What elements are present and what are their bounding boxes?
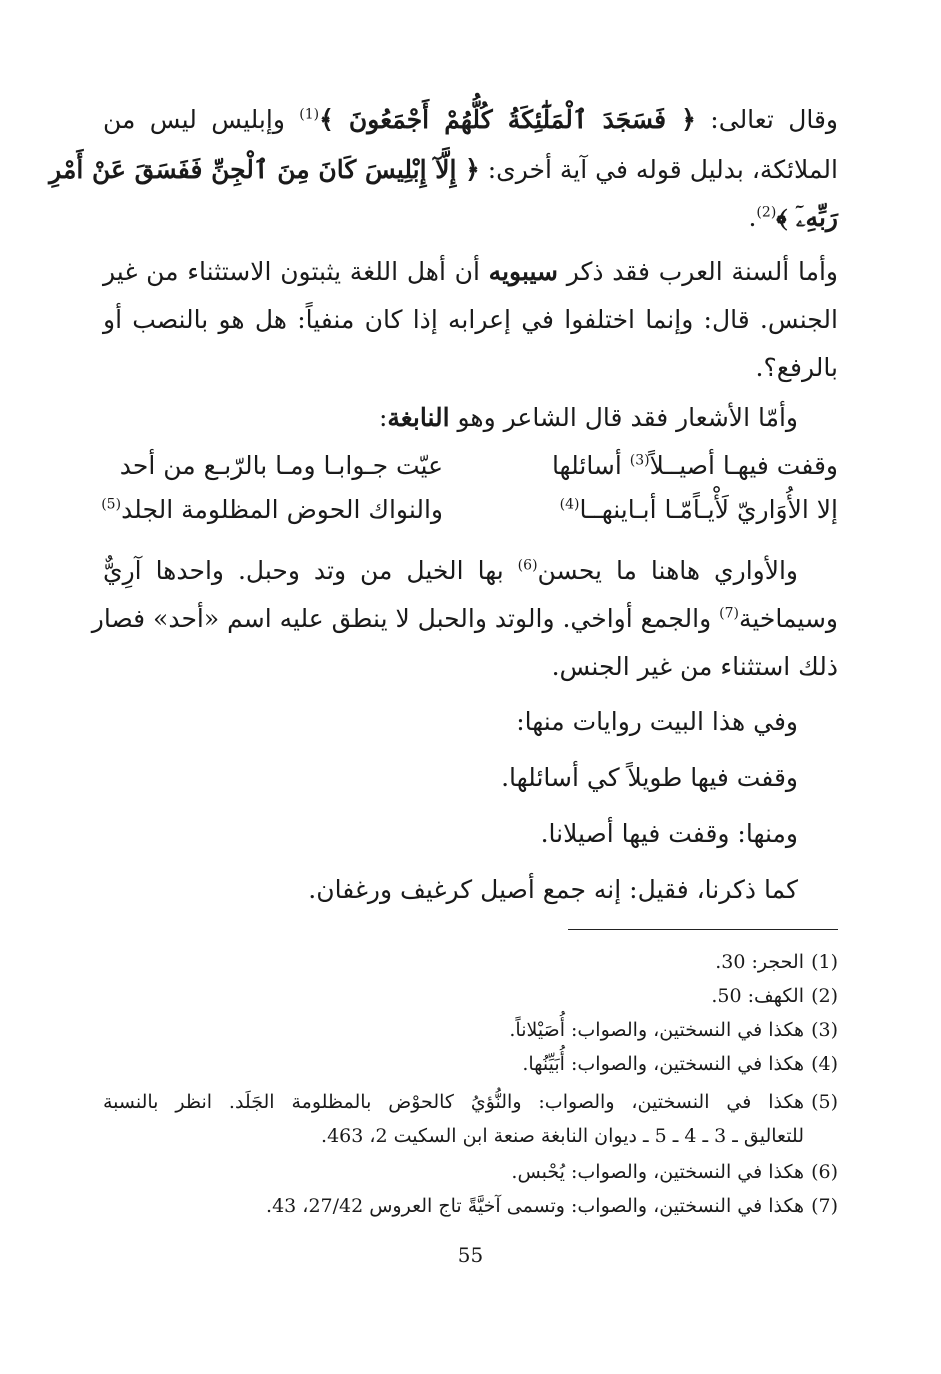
footnote-5-continuation (103, 1122, 838, 1150)
footnote-number: (2) (811, 985, 838, 1007)
footnote-ref: (7) (719, 605, 739, 622)
footnote-number: (5) (811, 1091, 838, 1113)
footnote-number: (6) (811, 1161, 838, 1183)
text-run: عيّت جـوابـا ومـا بالرّبـع من أحد (119, 451, 443, 480)
quran-quote: ﴿ إِلَّآ إِبْلِيسَ كَانَ مِنَ ٱلْجِنِّ فَفَسَقَ عَنْ أَمْرِ (49, 155, 480, 184)
text-run: ذلك استثناء من غير الجنس. (551, 652, 838, 681)
text-run: الملائكة، بدليل قوله في آية أخرى: (479, 155, 838, 184)
text-run: : (378, 403, 388, 432)
text-run: بها الخيل من وتد وحبل. واحدها آرِيٌّ (103, 556, 518, 585)
footnote-text: هكذا في النسختين، والصواب: وتسمى آخيَّةً تاج العروس 27/42، 43. (266, 1195, 804, 1217)
paragraph-5 (103, 706, 838, 738)
footnote-number: (4) (811, 1053, 838, 1075)
text-run: وقفت فيها طويلاً كي أسائلها. (501, 763, 798, 792)
paragraph-1-line-2 (49, 154, 838, 186)
verse-1-second-hemistich (103, 450, 443, 482)
footnote-text: هكذا في النسختين، والصواب: والنُّؤيُ كالحوْض بالمظلومة الجَلَد. انظر بالنسبة (103, 1091, 804, 1113)
text-run: والنواك الحوض المظلومة الجلد (121, 495, 443, 524)
footnote-ref: (6) (517, 557, 538, 574)
paragraph-6 (103, 762, 838, 794)
paragraph-2-line-1 (103, 256, 838, 288)
paragraph-2-line-3 (103, 352, 838, 384)
text-run: بالرفع؟. (755, 353, 838, 382)
footnote-ref: (5) (101, 496, 122, 513)
paragraph-4-line-2 (91, 603, 838, 635)
footnote-3 (103, 1016, 838, 1044)
footnote-5 (103, 1088, 838, 1116)
poetry-intro (103, 402, 838, 434)
footnote-6 (103, 1158, 838, 1186)
text-run: أن أهل اللغة يثبتون الاستثناء من غير (103, 257, 489, 286)
paragraph-8 (103, 874, 838, 906)
text-run: كما ذكرنا، فقيل: إنه جمع أصيل كرغيف ورغفان. (308, 875, 798, 904)
quran-quote: رَبِّهِۦٓ ﴾ (776, 203, 838, 232)
footnote-text: هكذا في النسختين، والصواب: يُحْبس. (511, 1161, 804, 1183)
footnote-ref: (3) (629, 452, 650, 469)
text-run: والأواري هاهنا ما يحسن (537, 556, 798, 585)
footnote-ref: (4) (559, 496, 580, 513)
verse-1-first-hemistich (478, 450, 838, 482)
text-run: إلا الأُوَاريّ لَأْيـاًمّـا أبـاينهــا (579, 495, 838, 524)
verse-2-second-hemistich (103, 494, 443, 526)
paragraph-1-line-1 (103, 104, 838, 136)
paragraph-1-line-3 (103, 202, 838, 234)
text-run: وأما ألسنة العرب فقد ذكر (557, 257, 838, 286)
text-run: الجنس. قال: وإنما اختلفوا في إعرابه إذا كان منفياً: هل هو بالنصب أو (103, 305, 838, 334)
paragraph-4-line-1 (103, 555, 838, 587)
footnote-text: الحجر: 30. (715, 951, 804, 973)
verse-line-2 (103, 494, 838, 528)
footnote-4 (103, 1050, 838, 1078)
quran-quote: ﴿ فَسَجَدَ ٱلْمَلَٰٓئِكَةُ كُلُّهُمْ أَجْمَعُونَ ﴾ (319, 105, 696, 134)
footnote-separator (568, 929, 838, 930)
verse-2-first-hemistich (478, 494, 838, 526)
text-run: وسيماخية (738, 604, 838, 633)
text-run: ومنها: وقفت فيها أصيلانا. (540, 819, 798, 848)
paragraph-2-line-2 (103, 304, 838, 336)
footnote-ref: (1) (299, 106, 320, 123)
footnote-text: للتعاليق ـ 3 ـ 4 ـ 5 ـ ديوان النابغة صنعة ابن السكيت 2، 463. (321, 1125, 804, 1147)
author-name: سيبويه (488, 257, 558, 286)
text-run: وأمّا الأشعار فقد قال الشاعر وهو (449, 403, 798, 432)
verse-line-1 (103, 450, 838, 484)
poet-name: النابغة (387, 403, 450, 432)
footnote-2 (103, 982, 838, 1010)
text-run: والجمع أواخي. والوتد والحبل لا ينطق عليه اسم «أحد» فصار (91, 604, 720, 633)
footnote-7 (103, 1192, 838, 1220)
text-run: . (748, 203, 757, 232)
footnote-text: هكذا في النسختين، والصواب: أُبَيِّنُها. (522, 1053, 804, 1075)
footnote-number: (1) (811, 951, 838, 973)
text-run: وإبليس ليس من (103, 105, 300, 134)
page-number: 55 (457, 1243, 484, 1267)
paragraph-7 (103, 818, 838, 850)
footnote-number: (3) (811, 1019, 838, 1041)
text-run: وقفت فيهـا أصيــلاً (649, 451, 838, 480)
footnote-number: (7) (811, 1195, 838, 1217)
footnote-1 (103, 948, 838, 976)
paragraph-4-line-3 (103, 651, 838, 683)
footnote-text: هكذا في النسختين، والصواب: أُصَيْلاناً. (509, 1019, 804, 1041)
footnote-ref: (2) (756, 204, 777, 221)
text-run: وفي هذا البيت روايات منها: (516, 707, 798, 736)
footnote-text: الكهف: 50. (711, 985, 804, 1007)
text-run: وقال تعالى: (695, 105, 839, 134)
text-run: أسائلها (551, 451, 630, 480)
